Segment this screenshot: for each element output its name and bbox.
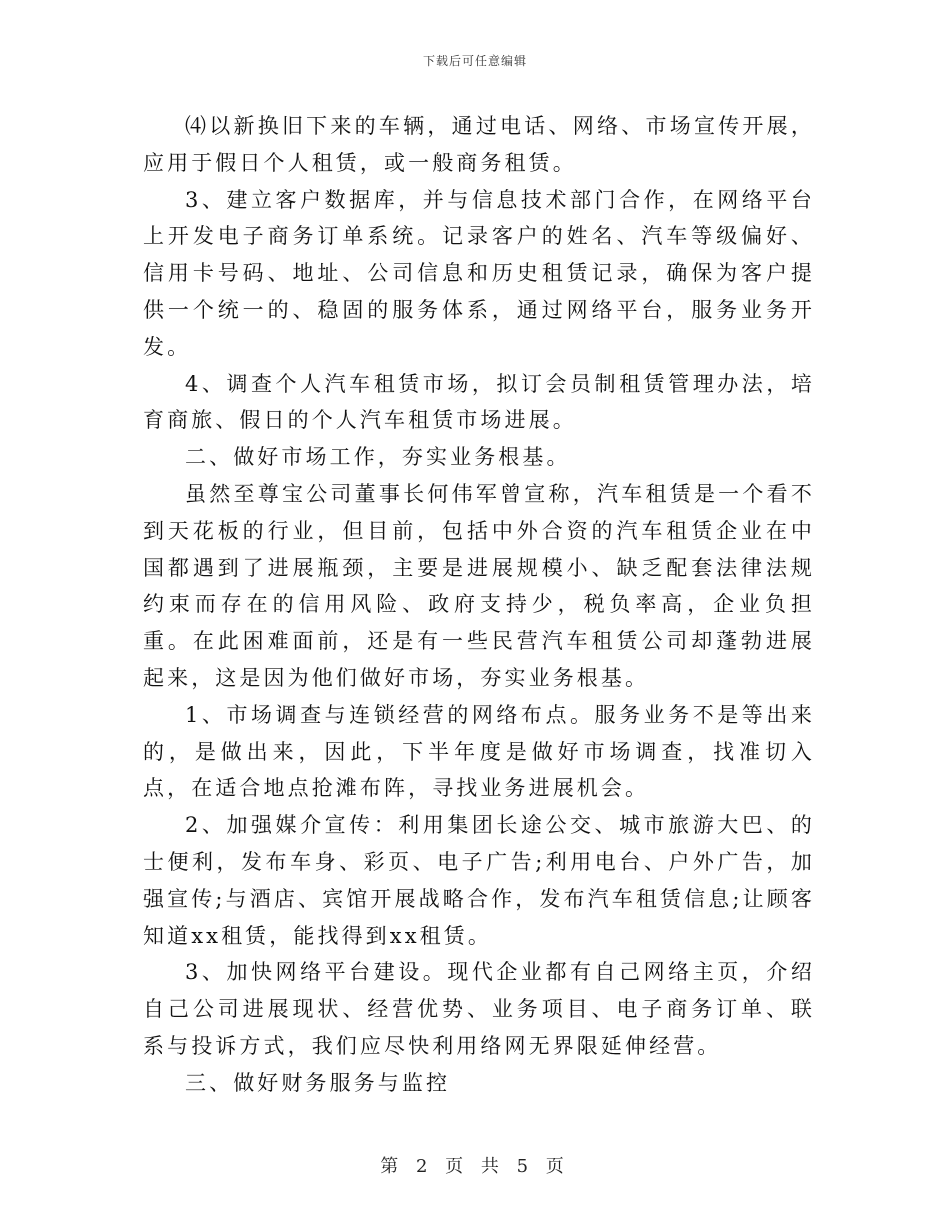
page-header-note: 下载后可任意编辑 (422, 54, 527, 68)
paragraph-market-research: 1、市场调查与连锁经营的网络布点。服务业务不是等出来的，是做出来，因此，下半年度是做好市场调查，找准切入点，在适合地点抢滩布阵，寻找业务进展机会。 (143, 702, 815, 801)
paragraph-trade-in-vehicles: ⑷以新换旧下来的车辆，通过电话、网络、市场宣传开展，应用于假日个人租赁，或一般商务租赁。 (143, 114, 815, 175)
document-body (143, 108, 815, 1102)
section-heading-market-work: 二、做好市场工作，夯实业务根基。 (185, 445, 571, 470)
section-heading-finance: 三、做好财务服务与监控 (185, 1070, 451, 1095)
paragraph-customer-database: 3、建立客户数据库，并与信息技术部门合作，在网络平台上开发电子商务订单系统。记录客户的姓名、汽车等级偏好、信用卡号码、地址、公司信息和历史租赁记录，确保为客户提供一个统一的、稳固的服务体系，通过网络平台，服务业务开发。 (143, 187, 815, 359)
paragraph-media-promotion: 2、加强媒介宣传：利用集团长途公交、城市旅游大巴、的士便利，发布车身、彩页、电子广告;利用电台、户外广告，加强宣传;与酒店、宾馆开展战略合作，发布汽车租赁信息;让顾客知道xx租赁，能找得到xx租赁。 (143, 813, 815, 948)
paragraph-web-platform: 3、加快网络平台建设。现代企业都有自己网络主页，介绍自己公司进展现状、经营优势、业务项目、电子商务订单、联系与投诉方式，我们应尽快利用络网无界限延伸经营。 (143, 960, 815, 1058)
page-number: 第 2 页 共 5 页 (380, 1156, 570, 1177)
paragraph-industry-background: 虽然至尊宝公司董事长何伟军曾宣称，汽车租赁是一个看不到天花板的行业，但目前，包括中外合资的汽车租赁企业在中国都遇到了进展瓶颈，主要是进展规模小、缺乏配套法律法规约束而存在的信用风险、政府支持少，税负率高，企业负担重。在此困难面前，还是有一些民营汽车租赁公司却蓬勃进展起来，这是因为他们做好市场，夯实业务根基。 (143, 481, 815, 690)
paragraph-personal-rental-market: 4、调查个人汽车租赁市场，拟订会员制租赁管理办法，培育商旅、假日的个人汽车租赁市场进展。 (143, 371, 815, 433)
